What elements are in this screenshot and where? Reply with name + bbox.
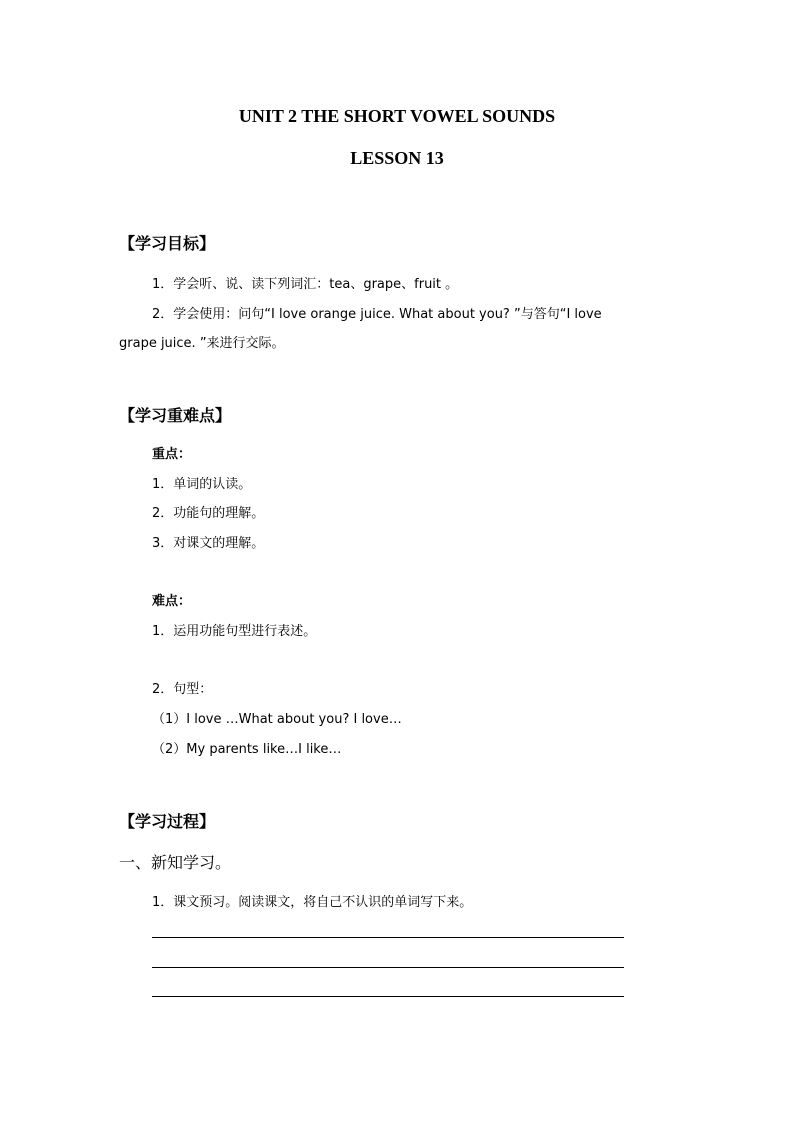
pattern-item: （1）I love …What about you? I love… (152, 712, 402, 727)
focus-item: 3．对课文的理解。 (152, 536, 265, 551)
objective-item-2: 2．学会使用：问句“I love orange juice. What about you? ”与答句“I love (152, 307, 602, 322)
lesson-title: LESSON 13 (350, 148, 444, 168)
focus-label: 重点： (152, 447, 192, 462)
focus-item: 1．单词的认读。 (152, 477, 252, 492)
objectives-heading: 【学习目标】 (119, 234, 216, 253)
objective-item-2-continued: grape juice. ”来进行交际。 (119, 336, 285, 351)
document-title: UNIT 2 THE SHORT VOWEL SOUNDS (238, 106, 556, 126)
difficulty-label: 难点： (152, 594, 192, 609)
task-item-1: 1．课文预习。阅读课文，将自己不认识的单词写下来。 (152, 895, 473, 910)
pattern-item: （2）My parents like…I like… (152, 742, 342, 757)
writing-line (152, 937, 624, 938)
writing-line (152, 996, 624, 997)
objective-item-1: 1．学会听、说、读下列词汇：tea、grape、fruit 。 (152, 277, 459, 292)
focus-item: 2．功能句的理解。 (152, 506, 265, 521)
difficulty-item: 1．运用功能句型进行表述。 (152, 624, 317, 639)
key-points-heading: 【学习重难点】 (119, 406, 232, 425)
part-one-heading: 一、新知学习。 (119, 853, 232, 872)
patterns-label: 2．句型： (152, 682, 213, 697)
process-heading: 【学习过程】 (119, 812, 216, 831)
writing-line (152, 967, 624, 968)
